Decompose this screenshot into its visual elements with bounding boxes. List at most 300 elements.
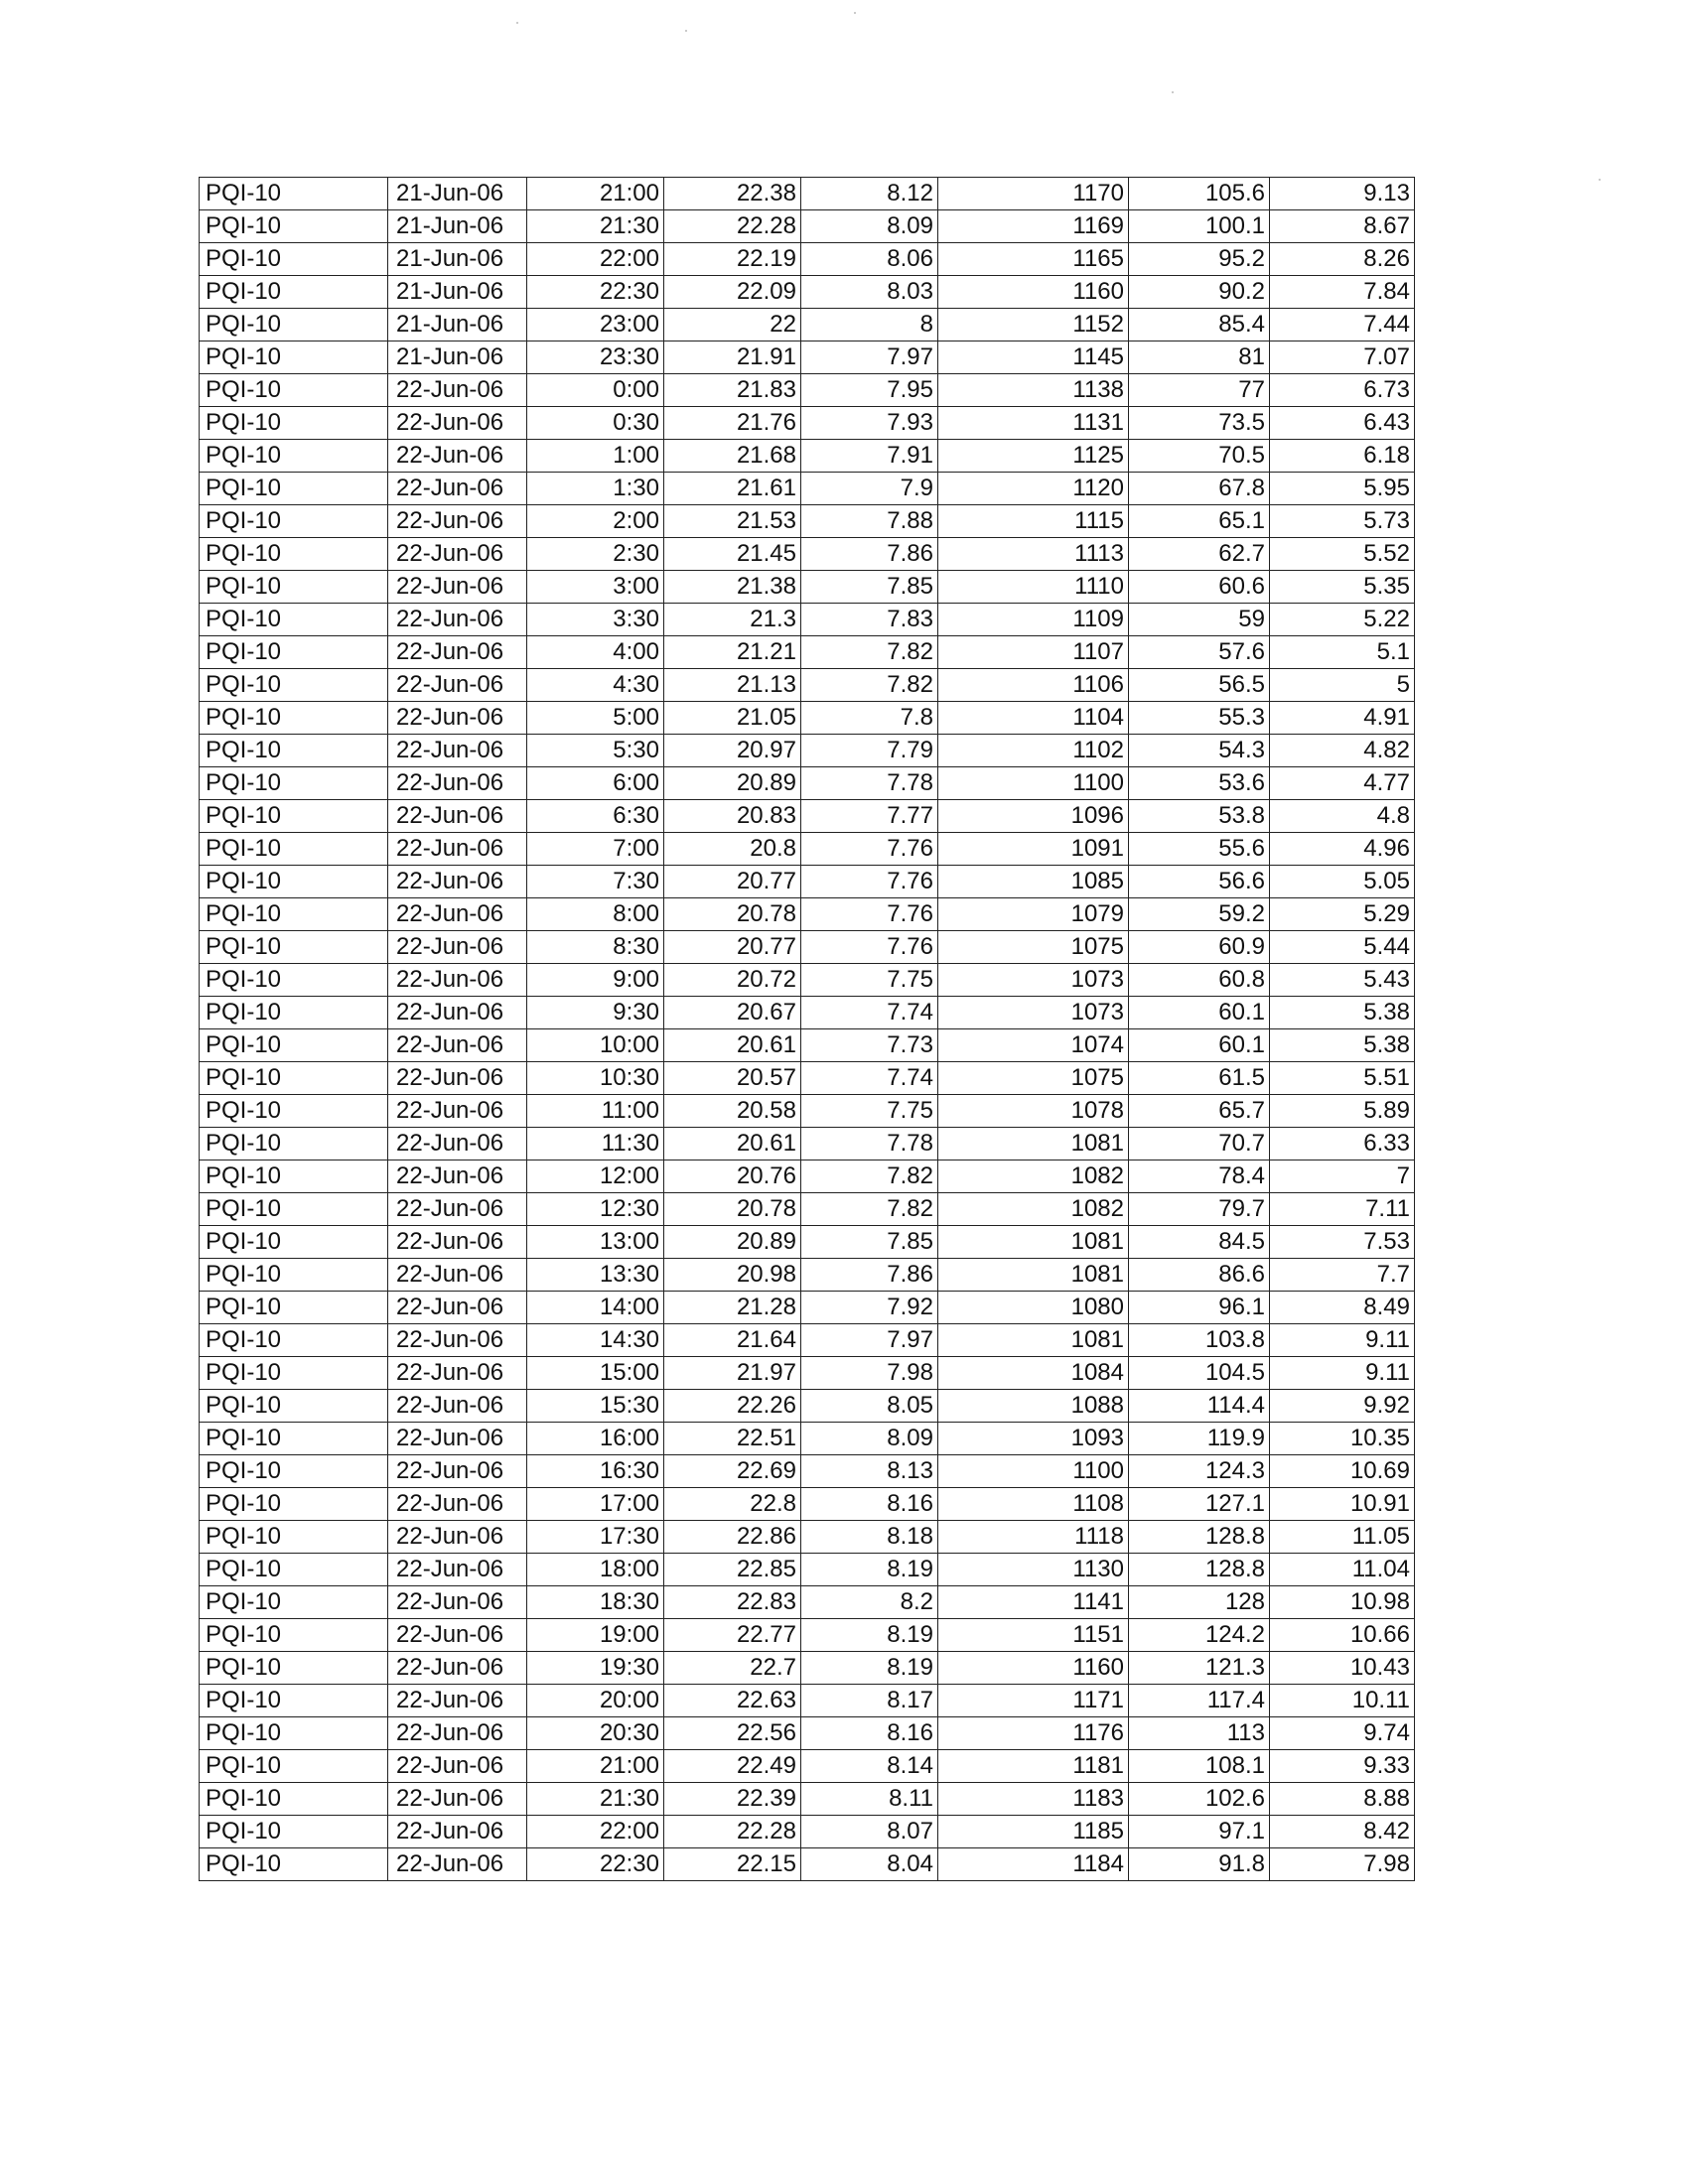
value-e-cell: 8.49 bbox=[1270, 1292, 1415, 1324]
time-cell: 11:30 bbox=[527, 1128, 664, 1160]
site-cell: PQI-10 bbox=[200, 1554, 388, 1586]
value-d-cell: 77 bbox=[1129, 374, 1270, 407]
value-b-cell: 8.19 bbox=[801, 1619, 938, 1652]
value-e-cell: 9.11 bbox=[1270, 1357, 1415, 1390]
value-c-cell: 1181 bbox=[938, 1750, 1129, 1783]
value-d-cell: 91.8 bbox=[1129, 1848, 1270, 1881]
value-b-cell: 8 bbox=[801, 309, 938, 341]
date-cell: 22-Jun-06 bbox=[388, 1160, 527, 1193]
date-cell: 22-Jun-06 bbox=[388, 636, 527, 669]
value-a-cell: 20.78 bbox=[664, 898, 801, 931]
site-cell: PQI-10 bbox=[200, 1652, 388, 1685]
value-b-cell: 8.19 bbox=[801, 1652, 938, 1685]
value-e-cell: 5.95 bbox=[1270, 473, 1415, 505]
value-e-cell: 10.11 bbox=[1270, 1685, 1415, 1717]
date-cell: 22-Jun-06 bbox=[388, 702, 527, 735]
site-cell: PQI-10 bbox=[200, 374, 388, 407]
date-cell: 22-Jun-06 bbox=[388, 374, 527, 407]
value-a-cell: 21.28 bbox=[664, 1292, 801, 1324]
time-cell: 23:30 bbox=[527, 341, 664, 374]
value-e-cell: 4.96 bbox=[1270, 833, 1415, 866]
value-a-cell: 22.77 bbox=[664, 1619, 801, 1652]
table-row bbox=[200, 964, 1415, 997]
value-d-cell: 54.3 bbox=[1129, 735, 1270, 767]
value-e-cell: 5.38 bbox=[1270, 997, 1415, 1029]
value-b-cell: 8.16 bbox=[801, 1488, 938, 1521]
value-c-cell: 1160 bbox=[938, 276, 1129, 309]
value-d-cell: 73.5 bbox=[1129, 407, 1270, 440]
value-e-cell: 5 bbox=[1270, 669, 1415, 702]
value-c-cell: 1075 bbox=[938, 931, 1129, 964]
value-c-cell: 1074 bbox=[938, 1029, 1129, 1062]
value-b-cell: 7.85 bbox=[801, 1226, 938, 1259]
date-cell: 22-Jun-06 bbox=[388, 800, 527, 833]
value-d-cell: 119.9 bbox=[1129, 1423, 1270, 1455]
site-cell: PQI-10 bbox=[200, 735, 388, 767]
date-cell: 22-Jun-06 bbox=[388, 1324, 527, 1357]
value-b-cell: 7.86 bbox=[801, 538, 938, 571]
value-b-cell: 8.06 bbox=[801, 243, 938, 276]
table-row bbox=[200, 1423, 1415, 1455]
table-row bbox=[200, 1226, 1415, 1259]
value-e-cell: 7.07 bbox=[1270, 341, 1415, 374]
date-cell: 22-Jun-06 bbox=[388, 1193, 527, 1226]
value-b-cell: 7.82 bbox=[801, 636, 938, 669]
value-e-cell: 10.69 bbox=[1270, 1455, 1415, 1488]
date-cell: 22-Jun-06 bbox=[388, 1750, 527, 1783]
value-d-cell: 56.6 bbox=[1129, 866, 1270, 898]
time-cell: 18:30 bbox=[527, 1586, 664, 1619]
value-d-cell: 60.6 bbox=[1129, 571, 1270, 604]
site-cell: PQI-10 bbox=[200, 1029, 388, 1062]
table-row bbox=[200, 1095, 1415, 1128]
value-e-cell: 9.13 bbox=[1270, 178, 1415, 210]
value-a-cell: 22.19 bbox=[664, 243, 801, 276]
date-cell: 22-Jun-06 bbox=[388, 1128, 527, 1160]
value-c-cell: 1073 bbox=[938, 997, 1129, 1029]
value-d-cell: 70.7 bbox=[1129, 1128, 1270, 1160]
value-c-cell: 1169 bbox=[938, 210, 1129, 243]
scan-speck bbox=[685, 30, 687, 32]
value-b-cell: 8.05 bbox=[801, 1390, 938, 1423]
date-cell: 22-Jun-06 bbox=[388, 1717, 527, 1750]
value-a-cell: 22.28 bbox=[664, 1816, 801, 1848]
value-d-cell: 84.5 bbox=[1129, 1226, 1270, 1259]
table-row bbox=[200, 309, 1415, 341]
site-cell: PQI-10 bbox=[200, 407, 388, 440]
value-c-cell: 1118 bbox=[938, 1521, 1129, 1554]
value-d-cell: 60.1 bbox=[1129, 1029, 1270, 1062]
value-a-cell: 22.39 bbox=[664, 1783, 801, 1816]
value-e-cell: 8.26 bbox=[1270, 243, 1415, 276]
date-cell: 21-Jun-06 bbox=[388, 210, 527, 243]
date-cell: 22-Jun-06 bbox=[388, 1259, 527, 1292]
value-b-cell: 7.78 bbox=[801, 1128, 938, 1160]
site-cell: PQI-10 bbox=[200, 473, 388, 505]
value-d-cell: 97.1 bbox=[1129, 1816, 1270, 1848]
date-cell: 22-Jun-06 bbox=[388, 997, 527, 1029]
value-d-cell: 108.1 bbox=[1129, 1750, 1270, 1783]
site-cell: PQI-10 bbox=[200, 341, 388, 374]
time-cell: 18:00 bbox=[527, 1554, 664, 1586]
time-cell: 11:00 bbox=[527, 1095, 664, 1128]
time-cell: 22:00 bbox=[527, 1816, 664, 1848]
value-c-cell: 1082 bbox=[938, 1193, 1129, 1226]
value-e-cell: 8.42 bbox=[1270, 1816, 1415, 1848]
value-c-cell: 1125 bbox=[938, 440, 1129, 473]
date-cell: 22-Jun-06 bbox=[388, 473, 527, 505]
date-cell: 22-Jun-06 bbox=[388, 1586, 527, 1619]
date-cell: 22-Jun-06 bbox=[388, 1095, 527, 1128]
value-e-cell: 7.7 bbox=[1270, 1259, 1415, 1292]
table-row bbox=[200, 1029, 1415, 1062]
table-row bbox=[200, 898, 1415, 931]
value-a-cell: 20.78 bbox=[664, 1193, 801, 1226]
site-cell: PQI-10 bbox=[200, 309, 388, 341]
value-d-cell: 85.4 bbox=[1129, 309, 1270, 341]
time-cell: 15:00 bbox=[527, 1357, 664, 1390]
value-c-cell: 1104 bbox=[938, 702, 1129, 735]
value-c-cell: 1080 bbox=[938, 1292, 1129, 1324]
site-cell: PQI-10 bbox=[200, 1848, 388, 1881]
time-cell: 14:30 bbox=[527, 1324, 664, 1357]
value-e-cell: 8.67 bbox=[1270, 210, 1415, 243]
date-cell: 22-Jun-06 bbox=[388, 931, 527, 964]
date-cell: 22-Jun-06 bbox=[388, 898, 527, 931]
site-cell: PQI-10 bbox=[200, 1750, 388, 1783]
table-row bbox=[200, 931, 1415, 964]
value-b-cell: 8.07 bbox=[801, 1816, 938, 1848]
value-d-cell: 59 bbox=[1129, 604, 1270, 636]
value-b-cell: 8.11 bbox=[801, 1783, 938, 1816]
value-a-cell: 20.8 bbox=[664, 833, 801, 866]
site-cell: PQI-10 bbox=[200, 243, 388, 276]
value-e-cell: 6.43 bbox=[1270, 407, 1415, 440]
site-cell: PQI-10 bbox=[200, 276, 388, 309]
time-cell: 22:30 bbox=[527, 1848, 664, 1881]
value-b-cell: 7.95 bbox=[801, 374, 938, 407]
table-row bbox=[200, 636, 1415, 669]
time-cell: 4:30 bbox=[527, 669, 664, 702]
time-cell: 13:30 bbox=[527, 1259, 664, 1292]
site-cell: PQI-10 bbox=[200, 1390, 388, 1423]
value-e-cell: 4.82 bbox=[1270, 735, 1415, 767]
time-cell: 16:00 bbox=[527, 1423, 664, 1455]
value-d-cell: 96.1 bbox=[1129, 1292, 1270, 1324]
table-row bbox=[200, 1783, 1415, 1816]
site-cell: PQI-10 bbox=[200, 1128, 388, 1160]
value-c-cell: 1078 bbox=[938, 1095, 1129, 1128]
date-cell: 22-Jun-06 bbox=[388, 538, 527, 571]
value-e-cell: 10.91 bbox=[1270, 1488, 1415, 1521]
table-row bbox=[200, 1619, 1415, 1652]
value-e-cell: 9.74 bbox=[1270, 1717, 1415, 1750]
value-e-cell: 4.77 bbox=[1270, 767, 1415, 800]
time-cell: 21:00 bbox=[527, 178, 664, 210]
value-c-cell: 1079 bbox=[938, 898, 1129, 931]
table-row bbox=[200, 833, 1415, 866]
date-cell: 22-Jun-06 bbox=[388, 1029, 527, 1062]
value-c-cell: 1131 bbox=[938, 407, 1129, 440]
value-a-cell: 22.63 bbox=[664, 1685, 801, 1717]
date-cell: 22-Jun-06 bbox=[388, 440, 527, 473]
value-d-cell: 90.2 bbox=[1129, 276, 1270, 309]
date-cell: 22-Jun-06 bbox=[388, 407, 527, 440]
value-c-cell: 1113 bbox=[938, 538, 1129, 571]
site-cell: PQI-10 bbox=[200, 702, 388, 735]
value-b-cell: 8.09 bbox=[801, 210, 938, 243]
value-a-cell: 21.53 bbox=[664, 505, 801, 538]
value-c-cell: 1081 bbox=[938, 1128, 1129, 1160]
date-cell: 22-Jun-06 bbox=[388, 964, 527, 997]
table-row bbox=[200, 735, 1415, 767]
value-e-cell: 5.52 bbox=[1270, 538, 1415, 571]
site-cell: PQI-10 bbox=[200, 1816, 388, 1848]
table-row bbox=[200, 669, 1415, 702]
value-d-cell: 79.7 bbox=[1129, 1193, 1270, 1226]
value-a-cell: 21.3 bbox=[664, 604, 801, 636]
date-cell: 22-Jun-06 bbox=[388, 669, 527, 702]
time-cell: 13:00 bbox=[527, 1226, 664, 1259]
value-a-cell: 20.98 bbox=[664, 1259, 801, 1292]
value-d-cell: 128.8 bbox=[1129, 1554, 1270, 1586]
value-a-cell: 22.15 bbox=[664, 1848, 801, 1881]
value-a-cell: 22.49 bbox=[664, 1750, 801, 1783]
time-cell: 21:00 bbox=[527, 1750, 664, 1783]
value-d-cell: 102.6 bbox=[1129, 1783, 1270, 1816]
value-a-cell: 22.83 bbox=[664, 1586, 801, 1619]
time-cell: 7:00 bbox=[527, 833, 664, 866]
date-cell: 22-Jun-06 bbox=[388, 735, 527, 767]
time-cell: 1:00 bbox=[527, 440, 664, 473]
value-a-cell: 22.56 bbox=[664, 1717, 801, 1750]
value-d-cell: 61.5 bbox=[1129, 1062, 1270, 1095]
value-a-cell: 20.57 bbox=[664, 1062, 801, 1095]
value-d-cell: 81 bbox=[1129, 341, 1270, 374]
date-cell: 22-Jun-06 bbox=[388, 1357, 527, 1390]
value-b-cell: 7.74 bbox=[801, 1062, 938, 1095]
value-e-cell: 5.05 bbox=[1270, 866, 1415, 898]
value-d-cell: 70.5 bbox=[1129, 440, 1270, 473]
table-row bbox=[200, 1357, 1415, 1390]
value-d-cell: 56.5 bbox=[1129, 669, 1270, 702]
value-a-cell: 21.91 bbox=[664, 341, 801, 374]
value-a-cell: 22.7 bbox=[664, 1652, 801, 1685]
time-cell: 16:30 bbox=[527, 1455, 664, 1488]
value-c-cell: 1110 bbox=[938, 571, 1129, 604]
time-cell: 8:00 bbox=[527, 898, 664, 931]
value-c-cell: 1120 bbox=[938, 473, 1129, 505]
value-b-cell: 7.78 bbox=[801, 767, 938, 800]
value-d-cell: 78.4 bbox=[1129, 1160, 1270, 1193]
time-cell: 6:00 bbox=[527, 767, 664, 800]
value-b-cell: 7.82 bbox=[801, 1193, 938, 1226]
value-a-cell: 22.51 bbox=[664, 1423, 801, 1455]
value-b-cell: 8.17 bbox=[801, 1685, 938, 1717]
date-cell: 22-Jun-06 bbox=[388, 1062, 527, 1095]
value-a-cell: 21.97 bbox=[664, 1357, 801, 1390]
value-b-cell: 7.93 bbox=[801, 407, 938, 440]
value-c-cell: 1152 bbox=[938, 309, 1129, 341]
value-a-cell: 20.72 bbox=[664, 964, 801, 997]
time-cell: 0:00 bbox=[527, 374, 664, 407]
value-d-cell: 117.4 bbox=[1129, 1685, 1270, 1717]
time-cell: 2:00 bbox=[527, 505, 664, 538]
site-cell: PQI-10 bbox=[200, 538, 388, 571]
value-c-cell: 1088 bbox=[938, 1390, 1129, 1423]
value-e-cell: 5.29 bbox=[1270, 898, 1415, 931]
table-body bbox=[200, 178, 1415, 1881]
site-cell: PQI-10 bbox=[200, 505, 388, 538]
table-row bbox=[200, 1750, 1415, 1783]
value-d-cell: 124.3 bbox=[1129, 1455, 1270, 1488]
value-c-cell: 1081 bbox=[938, 1259, 1129, 1292]
site-cell: PQI-10 bbox=[200, 866, 388, 898]
value-e-cell: 7.84 bbox=[1270, 276, 1415, 309]
value-b-cell: 8.03 bbox=[801, 276, 938, 309]
site-cell: PQI-10 bbox=[200, 833, 388, 866]
site-cell: PQI-10 bbox=[200, 1455, 388, 1488]
date-cell: 22-Jun-06 bbox=[388, 1521, 527, 1554]
value-c-cell: 1176 bbox=[938, 1717, 1129, 1750]
value-b-cell: 7.79 bbox=[801, 735, 938, 767]
value-e-cell: 9.11 bbox=[1270, 1324, 1415, 1357]
value-b-cell: 8.04 bbox=[801, 1848, 938, 1881]
value-a-cell: 21.68 bbox=[664, 440, 801, 473]
time-cell: 6:30 bbox=[527, 800, 664, 833]
time-cell: 7:30 bbox=[527, 866, 664, 898]
value-a-cell: 20.89 bbox=[664, 767, 801, 800]
time-cell: 22:30 bbox=[527, 276, 664, 309]
date-cell: 22-Jun-06 bbox=[388, 505, 527, 538]
table-row bbox=[200, 866, 1415, 898]
site-cell: PQI-10 bbox=[200, 1292, 388, 1324]
value-c-cell: 1108 bbox=[938, 1488, 1129, 1521]
date-cell: 21-Jun-06 bbox=[388, 341, 527, 374]
site-cell: PQI-10 bbox=[200, 1259, 388, 1292]
table-row bbox=[200, 800, 1415, 833]
site-cell: PQI-10 bbox=[200, 636, 388, 669]
value-e-cell: 6.73 bbox=[1270, 374, 1415, 407]
time-cell: 21:30 bbox=[527, 210, 664, 243]
value-d-cell: 57.6 bbox=[1129, 636, 1270, 669]
scan-speck bbox=[854, 12, 856, 14]
value-c-cell: 1093 bbox=[938, 1423, 1129, 1455]
value-b-cell: 7.97 bbox=[801, 1324, 938, 1357]
value-a-cell: 21.38 bbox=[664, 571, 801, 604]
value-e-cell: 9.33 bbox=[1270, 1750, 1415, 1783]
value-b-cell: 8.12 bbox=[801, 178, 938, 210]
value-d-cell: 53.8 bbox=[1129, 800, 1270, 833]
time-cell: 2:30 bbox=[527, 538, 664, 571]
value-a-cell: 20.58 bbox=[664, 1095, 801, 1128]
value-e-cell: 5.73 bbox=[1270, 505, 1415, 538]
scan-speck bbox=[516, 22, 518, 24]
value-b-cell: 8.16 bbox=[801, 1717, 938, 1750]
value-d-cell: 67.8 bbox=[1129, 473, 1270, 505]
date-cell: 22-Jun-06 bbox=[388, 1685, 527, 1717]
value-e-cell: 11.05 bbox=[1270, 1521, 1415, 1554]
value-e-cell: 5.1 bbox=[1270, 636, 1415, 669]
table-row bbox=[200, 1848, 1415, 1881]
value-b-cell: 7.82 bbox=[801, 1160, 938, 1193]
value-a-cell: 22.85 bbox=[664, 1554, 801, 1586]
table-row bbox=[200, 276, 1415, 309]
value-c-cell: 1183 bbox=[938, 1783, 1129, 1816]
date-cell: 22-Jun-06 bbox=[388, 1848, 527, 1881]
table-row bbox=[200, 1554, 1415, 1586]
date-cell: 22-Jun-06 bbox=[388, 866, 527, 898]
value-c-cell: 1145 bbox=[938, 341, 1129, 374]
value-e-cell: 10.66 bbox=[1270, 1619, 1415, 1652]
table-row bbox=[200, 505, 1415, 538]
table-row bbox=[200, 1816, 1415, 1848]
table-row bbox=[200, 243, 1415, 276]
value-b-cell: 8.19 bbox=[801, 1554, 938, 1586]
date-cell: 22-Jun-06 bbox=[388, 833, 527, 866]
site-cell: PQI-10 bbox=[200, 1619, 388, 1652]
table-row bbox=[200, 1521, 1415, 1554]
date-cell: 22-Jun-06 bbox=[388, 1554, 527, 1586]
time-cell: 19:00 bbox=[527, 1619, 664, 1652]
value-d-cell: 60.1 bbox=[1129, 997, 1270, 1029]
site-cell: PQI-10 bbox=[200, 1423, 388, 1455]
value-b-cell: 7.75 bbox=[801, 1095, 938, 1128]
value-b-cell: 7.8 bbox=[801, 702, 938, 735]
value-c-cell: 1109 bbox=[938, 604, 1129, 636]
site-cell: PQI-10 bbox=[200, 440, 388, 473]
time-cell: 3:00 bbox=[527, 571, 664, 604]
value-b-cell: 7.91 bbox=[801, 440, 938, 473]
date-cell: 22-Jun-06 bbox=[388, 1619, 527, 1652]
value-c-cell: 1160 bbox=[938, 1652, 1129, 1685]
value-a-cell: 22.86 bbox=[664, 1521, 801, 1554]
time-cell: 5:30 bbox=[527, 735, 664, 767]
value-c-cell: 1100 bbox=[938, 1455, 1129, 1488]
date-cell: 22-Jun-06 bbox=[388, 1455, 527, 1488]
scan-speck bbox=[1599, 179, 1601, 181]
date-cell: 22-Jun-06 bbox=[388, 604, 527, 636]
value-c-cell: 1096 bbox=[938, 800, 1129, 833]
time-cell: 20:30 bbox=[527, 1717, 664, 1750]
time-cell: 22:00 bbox=[527, 243, 664, 276]
value-a-cell: 20.61 bbox=[664, 1029, 801, 1062]
value-e-cell: 5.35 bbox=[1270, 571, 1415, 604]
value-b-cell: 8.18 bbox=[801, 1521, 938, 1554]
value-d-cell: 113 bbox=[1129, 1717, 1270, 1750]
value-b-cell: 7.76 bbox=[801, 833, 938, 866]
value-c-cell: 1081 bbox=[938, 1226, 1129, 1259]
site-cell: PQI-10 bbox=[200, 1324, 388, 1357]
value-e-cell: 7.98 bbox=[1270, 1848, 1415, 1881]
value-d-cell: 65.1 bbox=[1129, 505, 1270, 538]
time-cell: 0:30 bbox=[527, 407, 664, 440]
table-row bbox=[200, 1455, 1415, 1488]
value-b-cell: 7.75 bbox=[801, 964, 938, 997]
value-a-cell: 21.83 bbox=[664, 374, 801, 407]
site-cell: PQI-10 bbox=[200, 964, 388, 997]
value-d-cell: 59.2 bbox=[1129, 898, 1270, 931]
table-row bbox=[200, 374, 1415, 407]
table-row bbox=[200, 702, 1415, 735]
value-a-cell: 22.28 bbox=[664, 210, 801, 243]
value-a-cell: 21.13 bbox=[664, 669, 801, 702]
value-b-cell: 7.82 bbox=[801, 669, 938, 702]
value-d-cell: 62.7 bbox=[1129, 538, 1270, 571]
table-row bbox=[200, 1292, 1415, 1324]
site-cell: PQI-10 bbox=[200, 931, 388, 964]
site-cell: PQI-10 bbox=[200, 1488, 388, 1521]
